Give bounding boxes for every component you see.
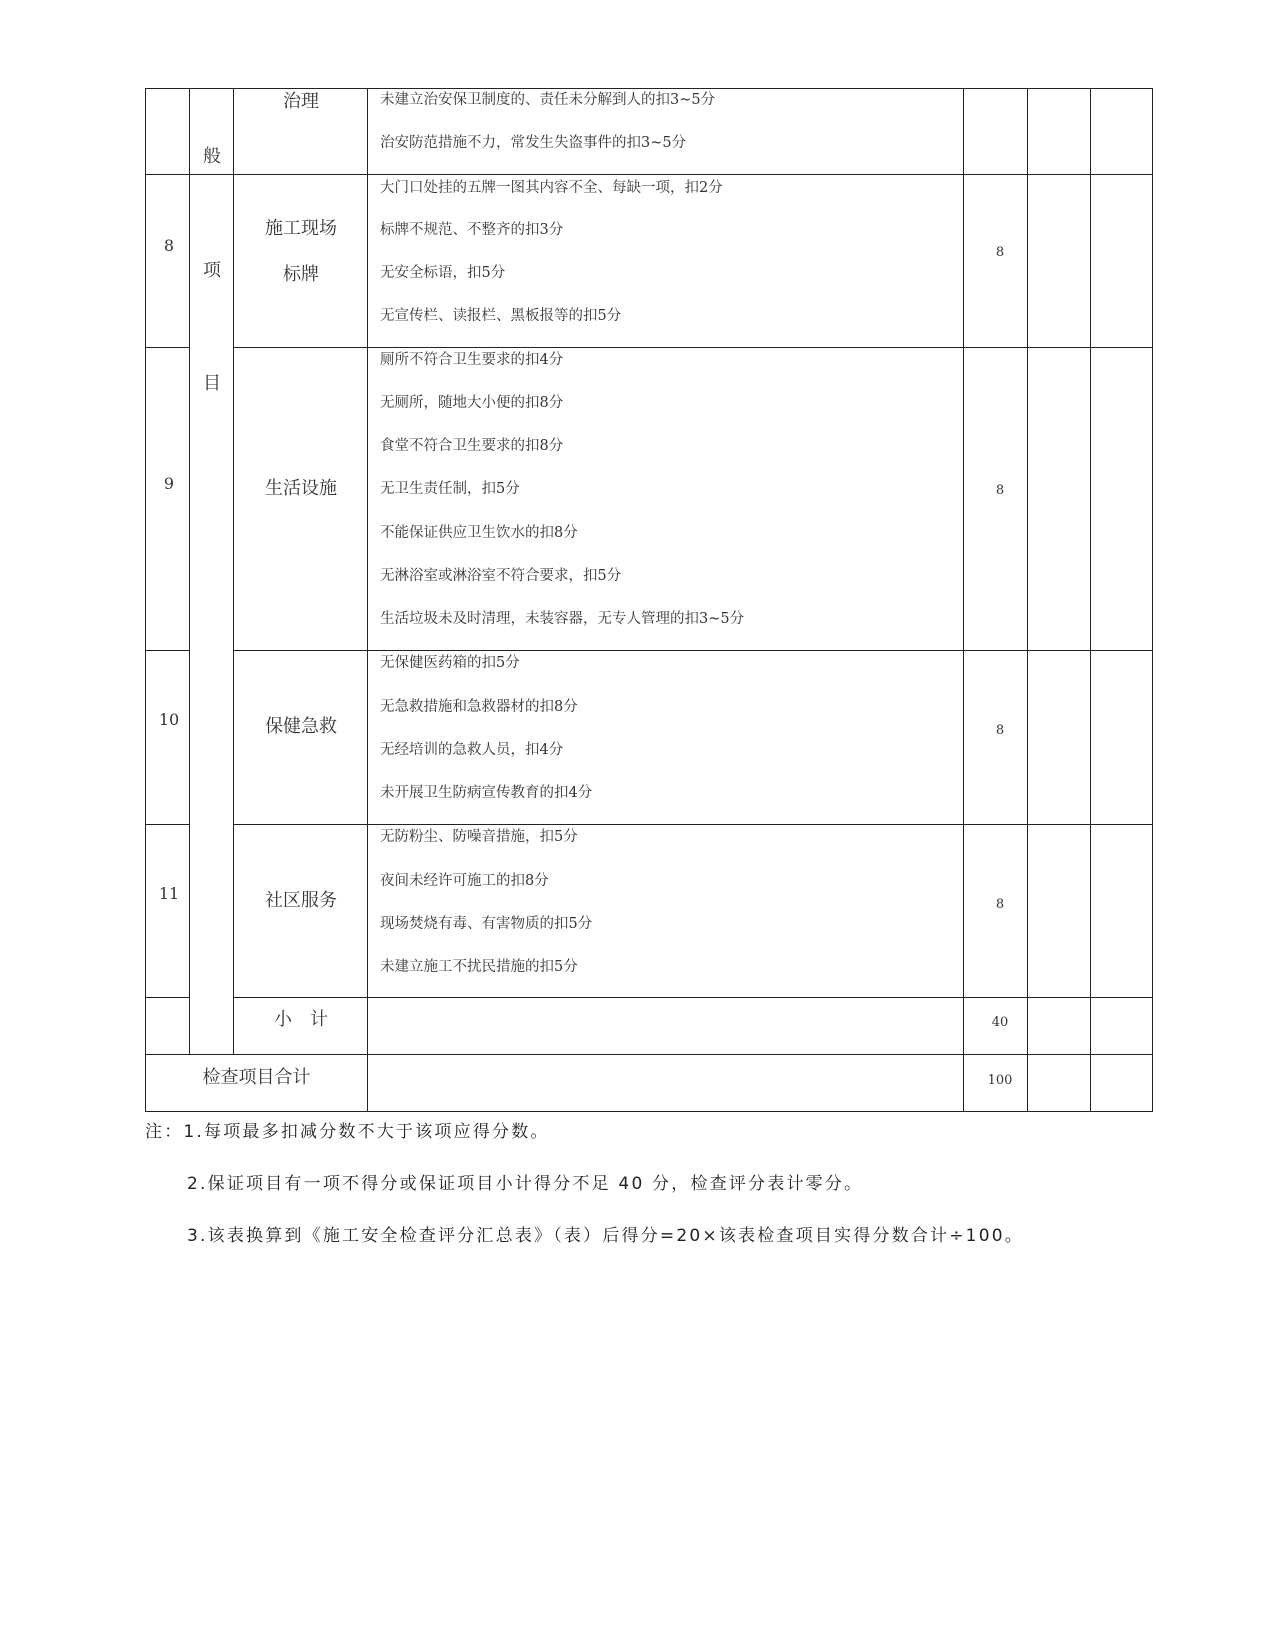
group-label-char: 目 — [203, 373, 221, 394]
criterion: 现场焚烧有毒、有害物质的扣5分 — [380, 916, 593, 932]
criterion: 大门口处挂的五牌一图其内容不全、每缺一项，扣2分 — [380, 180, 723, 196]
total-label: 检查项目合计 — [202, 1067, 311, 1088]
criterion: 无防粉尘、防噪音措施，扣5分 — [380, 829, 578, 845]
table-border-right — [1152, 88, 1153, 1112]
criterion: 夜间未经许可施工的扣8分 — [380, 873, 549, 889]
item-number: 10 — [158, 710, 180, 729]
criterion: 不能保证供应卫生饮水的扣8分 — [380, 525, 578, 541]
item-number: 11 — [158, 884, 180, 903]
total-points: 100 — [987, 1073, 1013, 1088]
column-divider — [189, 88, 190, 1055]
criterion: 无保健医药箱的扣5分 — [380, 655, 520, 671]
item-points: 8 — [995, 245, 1005, 260]
criterion: 无厕所，随地大小便的扣8分 — [380, 395, 564, 411]
item-name: 标牌 — [283, 264, 319, 285]
note-1: 注：1.每项最多扣减分数不大于该项应得分数。 — [145, 1122, 550, 1142]
item-number: 8 — [163, 236, 175, 255]
item-name: 生活设施 — [265, 478, 337, 499]
row-divider — [233, 650, 1152, 651]
row-divider — [145, 824, 189, 825]
note-3: 3.该表换算到《施工安全检查评分汇总表》（表）后得分=20×该表检查项目实得分数合计÷100。 — [187, 1226, 1024, 1246]
criterion: 治安防范措施不力，常发生失盗事件的扣3~5分 — [380, 135, 687, 151]
item-points: 8 — [995, 723, 1005, 738]
item-name: 保健急救 — [265, 716, 337, 737]
criterion: 无宣传栏、读报栏、黑板报等的扣5分 — [380, 308, 622, 324]
criterion: 未建立施工不扰民措施的扣5分 — [380, 959, 578, 975]
criterion: 未开展卫生防病宣传教育的扣4分 — [380, 785, 593, 801]
item-name: 社区服务 — [265, 890, 337, 911]
column-divider — [1090, 88, 1091, 1112]
group-label-char: 项 — [203, 260, 221, 281]
subtotal-points: 40 — [991, 1015, 1009, 1030]
row-divider — [145, 1054, 1152, 1055]
criterion: 标牌不规范、不整齐的扣3分 — [380, 222, 564, 238]
table-border-left — [145, 88, 146, 1112]
column-divider — [367, 88, 368, 1112]
item-points: 8 — [995, 483, 1005, 498]
criterion: 无经培训的急救人员，扣4分 — [380, 742, 564, 758]
criterion: 无安全标语，扣5分 — [380, 265, 506, 281]
group-label-char: 般 — [203, 146, 221, 167]
row-divider — [233, 997, 1152, 998]
criterion: 未建立治安保卫制度的、责任未分解到人的扣3~5分 — [380, 92, 716, 108]
criterion: 厕所不符合卫生要求的扣4分 — [380, 352, 564, 368]
row-divider — [233, 824, 1152, 825]
row-divider — [145, 650, 189, 651]
row-divider — [233, 347, 1152, 348]
table-border-bottom — [145, 1111, 1152, 1112]
criterion: 无淋浴室或淋浴室不符合要求，扣5分 — [380, 568, 622, 584]
item-name: 治理 — [283, 91, 319, 112]
table-border-top — [145, 88, 1152, 89]
item-number: 9 — [163, 474, 175, 493]
criterion: 生活垃圾未及时清理，未装容器，无专人管理的扣3~5分 — [380, 611, 745, 627]
criterion: 食堂不符合卫生要求的扣8分 — [380, 438, 564, 454]
column-divider — [1027, 88, 1028, 1112]
item-points: 8 — [995, 897, 1005, 912]
note-2: 2.保证项目有一项不得分或保证项目小计得分不足 40 分，检查评分表计零分。 — [187, 1174, 864, 1194]
column-divider — [963, 88, 964, 1112]
row-divider — [145, 997, 189, 998]
row-divider — [145, 347, 189, 348]
criterion: 无急救措施和急救器材的扣8分 — [380, 699, 578, 715]
subtotal-label: 小 计 — [274, 1009, 328, 1030]
row-divider — [145, 174, 1152, 175]
item-name: 施工现场 — [265, 218, 337, 239]
criterion: 无卫生责任制，扣5分 — [380, 481, 520, 497]
